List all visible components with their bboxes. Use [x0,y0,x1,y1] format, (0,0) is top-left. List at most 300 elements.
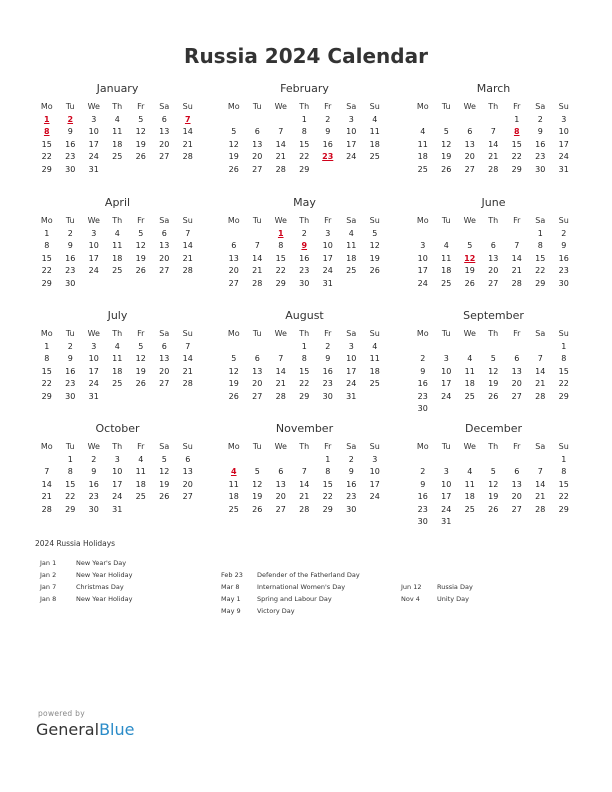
day-cell: 11 [112,354,123,363]
day-cell: 1 [561,341,567,351]
day-cell: 19 [159,479,170,489]
weekday-label: Su [558,329,569,338]
day-cell: 6 [467,127,473,136]
weekday-label: Sa [346,102,357,111]
weekday-label: Fr [324,442,332,451]
day-cell: 31 [88,164,99,174]
day-cell: 13 [159,354,170,363]
weekday-label: Fr [137,329,145,338]
holiday-day-cell: 7 [184,114,191,124]
empty-cell [482,454,506,467]
day-cell: 5 [443,127,449,136]
holiday-date: Jan 8 [40,595,57,603]
day-cell: 5 [467,241,473,250]
day-cell: 13 [159,241,170,250]
month-days-grid [35,328,200,403]
weekday-label: Mo [227,102,240,111]
day-cell: 11 [369,354,380,363]
day-cell: 29 [299,164,310,174]
day-cell: 4 [372,341,378,351]
weekday-label: Mo [40,216,53,225]
day-cell: 13 [511,366,522,376]
day-cell: 23 [417,391,428,401]
day-cell: 11 [441,253,452,263]
empty-cell [458,228,482,241]
day-cell: 23 [65,152,76,161]
day-cell: 20 [182,479,193,489]
day-cell: 16 [322,139,333,149]
day-cell: 3 [325,228,331,238]
day-cell: 2 [67,341,73,351]
day-cell: 10 [558,127,569,136]
day-cell: 25 [228,504,239,514]
day-cell: 11 [417,139,428,149]
empty-cell [246,228,270,241]
holiday-day-cell: 12 [464,253,476,263]
day-cell: 11 [135,467,146,476]
day-cell: 27 [511,504,522,514]
day-cell: 3 [91,114,97,124]
day-cell: 25 [346,266,357,275]
day-cell: 22 [322,492,333,501]
day-cell: 17 [558,139,569,149]
day-cell: 7 [490,127,496,136]
day-cell: 22 [65,492,76,501]
day-cell: 24 [322,266,333,275]
weekday-label: Tu [441,216,451,225]
weekday-label: Th [488,216,499,225]
weekday-label: Mo [40,329,53,338]
weekday-label: Th [488,442,499,451]
day-cell: 19 [228,379,239,388]
day-cell: 3 [348,114,354,124]
day-cell: 10 [441,479,452,489]
day-cell: 4 [467,354,473,363]
day-cell: 9 [348,467,354,476]
day-cell: 15 [299,139,310,149]
day-cell: 27 [252,391,263,401]
holiday-entry [40,593,133,605]
day-cell: 6 [514,354,520,363]
day-cell: 25 [112,266,123,275]
day-cell: 10 [88,354,99,363]
month-may [222,196,387,290]
day-cell: 17 [322,253,333,263]
day-cell: 18 [464,379,475,388]
month-days-grid [35,101,200,176]
day-cell: 19 [135,366,146,376]
day-cell: 30 [535,164,546,174]
day-cell: 14 [182,127,193,136]
holiday-day-cell: 2 [67,114,74,124]
weekday-label: We [87,102,100,111]
weekday-label: Fr [513,216,521,225]
day-cell: 21 [182,139,193,149]
empty-cell [222,341,246,354]
month-january [35,82,200,176]
holiday-name: International Women's Day [257,583,346,591]
weekday-label: Sa [346,442,357,451]
day-cell: 15 [558,479,569,489]
month-days-grid [411,328,576,416]
day-cell: 19 [464,266,475,275]
day-cell: 29 [41,391,52,401]
day-cell: 16 [322,366,333,376]
weekday-label: Sa [159,102,170,111]
day-cell: 16 [417,379,428,388]
day-cell: 4 [114,341,120,351]
day-cell: 21 [535,379,546,388]
day-cell: 21 [182,253,193,263]
day-cell: 3 [372,454,378,464]
weekday-label: Th [112,102,123,111]
day-cell: 12 [135,354,146,363]
day-cell: 26 [159,492,170,501]
day-cell: 19 [135,253,146,263]
day-cell: 12 [159,467,170,476]
day-cell: 26 [135,266,146,275]
day-cell: 12 [488,479,499,489]
holiday-day-cell: 23 [322,152,334,161]
day-cell: 7 [185,341,191,351]
holiday-date: Jan 1 [40,559,57,567]
day-cell: 20 [511,379,522,388]
generalblue-logo[interactable] [36,720,134,739]
day-cell: 30 [299,278,310,288]
day-cell: 22 [558,492,569,501]
day-cell: 2 [301,228,307,238]
day-cell: 21 [275,379,286,388]
logo-blue-text: Blue [99,720,135,739]
day-cell: 30 [65,164,76,174]
day-cell: 3 [348,341,354,351]
month-days-grid [35,441,200,516]
day-cell: 15 [41,366,52,376]
day-cell: 29 [511,164,522,174]
empty-cell [411,454,435,467]
day-cell: 16 [417,492,428,501]
holiday-entry [401,581,473,593]
empty-cell [435,228,459,241]
day-cell: 19 [228,152,239,161]
day-cell: 30 [417,517,428,526]
month-days-grid [411,101,576,176]
day-cell: 23 [346,492,357,501]
weekday-label: Su [369,102,380,111]
day-cell: 13 [228,253,239,263]
day-cell: 4 [114,114,120,124]
day-cell: 24 [88,266,99,275]
day-cell: 31 [112,504,123,514]
day-cell: 15 [535,253,546,263]
day-cell: 28 [275,164,286,174]
day-cell: 9 [537,127,543,136]
day-cell: 18 [112,366,123,376]
day-cell: 11 [464,366,475,376]
day-cell: 12 [488,366,499,376]
day-cell: 3 [443,467,449,476]
day-cell: 20 [464,152,475,161]
day-cell: 24 [346,379,357,388]
holiday-date: Jan 2 [40,571,57,579]
holiday-date: May 1 [221,595,241,603]
empty-cell [269,341,293,354]
weekday-label: Th [112,442,123,451]
empty-cell [435,454,459,467]
month-november [222,422,387,516]
holiday-column [40,557,133,605]
day-cell: 15 [322,479,333,489]
weekday-label: Sa [535,442,546,451]
day-cell: 9 [325,127,331,136]
day-cell: 5 [372,228,378,238]
weekday-label: Mo [416,329,429,338]
day-cell: 12 [135,241,146,250]
holiday-name: New Year's Day [76,559,127,567]
day-cell: 20 [159,139,170,149]
day-cell: 15 [299,366,310,376]
month-name: July [107,309,128,322]
day-cell: 11 [464,479,475,489]
day-cell: 17 [441,379,452,388]
weekday-label: Fr [324,102,332,111]
day-cell: 21 [511,266,522,275]
holiday-date: Jun 12 [401,583,422,591]
weekday-label: Sa [535,102,546,111]
day-cell: 20 [511,492,522,501]
day-cell: 12 [228,139,239,149]
day-cell: 5 [138,114,144,124]
month-name: August [285,309,324,322]
day-cell: 3 [420,241,426,250]
holiday-day-cell: 1 [277,228,284,238]
day-cell: 7 [44,467,50,476]
day-cell: 23 [299,266,310,275]
day-cell: 12 [135,127,146,136]
day-cell: 29 [299,391,310,401]
weekday-label: Sa [159,329,170,338]
day-cell: 19 [135,139,146,149]
day-cell: 26 [369,266,380,275]
day-cell: 21 [299,492,310,501]
weekday-label: Su [558,442,569,451]
day-cell: 30 [88,504,99,514]
day-cell: 18 [369,139,380,149]
weekday-label: Mo [416,102,429,111]
day-cell: 27 [182,492,193,501]
weekday-label: We [87,216,100,225]
weekday-label: We [463,102,476,111]
day-cell: 8 [67,467,73,476]
month-december [411,422,576,529]
weekday-label: We [463,216,476,225]
day-cell: 14 [182,354,193,363]
day-cell: 25 [464,504,475,514]
empty-cell [458,114,482,127]
weekday-label: We [87,329,100,338]
day-cell: 31 [558,164,569,174]
weekday-label: Th [299,442,310,451]
day-cell: 2 [91,454,97,464]
day-cell: 3 [561,114,567,124]
day-cell: 14 [535,479,546,489]
day-cell: 10 [346,127,357,136]
day-cell: 5 [490,354,496,363]
weekday-label: Su [182,442,193,451]
day-cell: 24 [112,492,123,501]
month-name: October [95,422,140,435]
day-cell: 9 [67,354,73,363]
day-cell: 30 [346,504,357,514]
empty-cell [293,454,317,467]
day-cell: 13 [511,479,522,489]
empty-cell [222,114,246,127]
day-cell: 22 [41,379,52,388]
weekday-label: Tu [252,329,262,338]
day-cell: 12 [369,241,380,250]
day-cell: 17 [88,366,99,376]
day-cell: 1 [325,454,331,464]
day-cell: 24 [88,379,99,388]
day-cell: 7 [537,354,543,363]
weekday-label: We [274,216,287,225]
day-cell: 19 [488,492,499,501]
day-cell: 3 [114,454,120,464]
month-name: January [96,82,139,95]
day-cell: 7 [301,467,307,476]
holiday-name: New Year Holiday [76,595,133,603]
empty-cell [529,454,553,467]
day-cell: 17 [346,366,357,376]
day-cell: 8 [278,241,284,250]
empty-cell [529,341,553,354]
day-cell: 10 [441,366,452,376]
day-cell: 22 [299,379,310,388]
day-cell: 9 [91,467,97,476]
weekday-label: Su [369,329,380,338]
day-cell: 28 [275,391,286,401]
day-cell: 29 [41,278,52,288]
holiday-name: New Year Holiday [76,571,133,579]
day-cell: 21 [488,152,499,161]
day-cell: 31 [322,278,333,288]
weekday-label: Sa [535,216,546,225]
day-cell: 23 [558,266,569,275]
holiday-name: Christmas Day [76,583,124,591]
day-cell: 24 [346,152,357,161]
day-cell: 13 [464,139,475,149]
month-august [222,309,387,403]
day-cell: 11 [112,127,123,136]
day-cell: 25 [112,379,123,388]
day-cell: 29 [558,504,569,514]
day-cell: 5 [138,341,144,351]
holiday-date: Jan 7 [40,583,57,591]
day-cell: 26 [228,164,239,174]
day-cell: 26 [488,391,499,401]
holiday-column [401,581,473,605]
holiday-entry [401,593,473,605]
weekday-label: Fr [137,442,145,451]
day-cell: 22 [511,152,522,161]
weekday-label: Su [558,216,569,225]
day-cell: 8 [301,127,307,136]
day-cell: 1 [301,114,307,124]
weekday-label: Th [299,329,310,338]
day-cell: 14 [488,139,499,149]
day-cell: 15 [41,139,52,149]
day-cell: 28 [488,164,499,174]
day-cell: 20 [252,152,263,161]
weekday-label: Tu [65,216,75,225]
empty-cell [482,228,506,241]
day-cell: 1 [67,454,73,464]
month-october [35,422,200,516]
day-cell: 3 [91,228,97,238]
holiday-day-cell: 1 [43,114,50,124]
weekday-label: Fr [513,329,521,338]
day-cell: 31 [88,391,99,401]
day-cell: 9 [420,479,426,489]
powered-by-text: powered by [38,709,85,718]
day-cell: 14 [182,241,193,250]
day-cell: 14 [299,479,310,489]
month-name: May [293,196,316,209]
day-cell: 3 [443,354,449,363]
day-cell: 25 [369,152,380,161]
day-cell: 20 [228,266,239,275]
day-cell: 4 [443,241,449,250]
month-days-grid [411,215,576,290]
weekday-label: Mo [227,216,240,225]
holiday-day-cell: 8 [513,127,520,136]
day-cell: 26 [441,164,452,174]
weekday-label: Mo [227,442,240,451]
day-cell: 17 [88,139,99,149]
weekday-label: Tu [65,102,75,111]
day-cell: 23 [65,266,76,275]
month-september [411,309,576,416]
month-name: February [280,82,329,95]
day-cell: 7 [278,354,284,363]
day-cell: 2 [67,228,73,238]
weekday-label: Tu [65,329,75,338]
weekday-label: We [274,442,287,451]
day-cell: 28 [41,504,52,514]
day-cell: 24 [441,391,452,401]
day-cell: 26 [488,504,499,514]
day-cell: 29 [41,164,52,174]
day-cell: 16 [346,479,357,489]
weekday-label: Tu [441,329,451,338]
empty-cell [35,454,59,467]
empty-cell [482,114,506,127]
day-cell: 27 [159,152,170,161]
month-days-grid [222,215,387,290]
day-cell: 7 [278,127,284,136]
day-cell: 8 [44,241,50,250]
holiday-name: Unity Day [437,595,469,603]
weekday-label: Su [558,102,569,111]
weekday-label: Sa [346,216,357,225]
day-cell: 2 [420,467,426,476]
day-cell: 7 [185,228,191,238]
weekday-label: Th [299,216,310,225]
day-cell: 20 [275,492,286,501]
weekday-label: Fr [513,442,521,451]
month-name: December [464,422,523,435]
day-cell: 19 [369,253,380,263]
